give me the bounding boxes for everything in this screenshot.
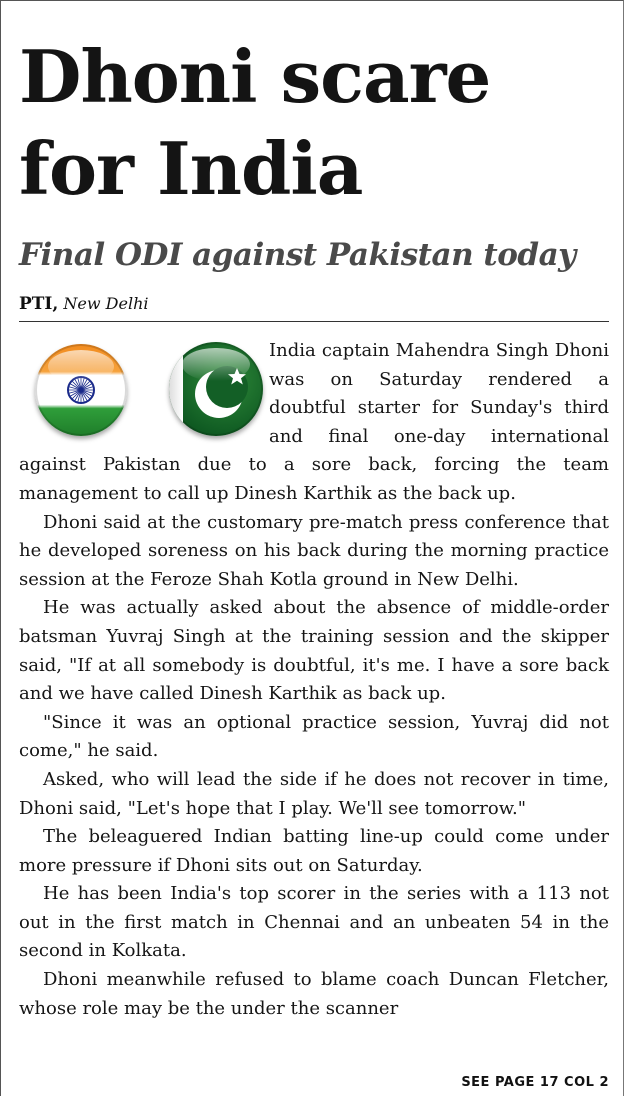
article-paragraph: The beleaguered Indian batting line-up could come under more pressure if Dhoni sits out on Saturday. <box>19 826 609 876</box>
article-paragraph: India captain Mahendra Singh Dhoni was on Saturday rendered a doubtful starter for Sunday's third and final one-day international against Pakistan due to a sore back, forcing the team management to call up Dinesh Karthik as the back up. <box>19 340 609 504</box>
headline-line-2: for India <box>19 126 363 211</box>
article-paragraph: Asked, who will lead the side if he does not recover in time, Dhoni said, "Let's hope that I play. We'll see tomorrow." <box>19 768 609 819</box>
article-paragraph: He has been India's top scorer in the series with a 113 not out in the first match in Chennai and an unbeaten 54 in the second in Kolkata. <box>19 883 609 962</box>
article-paragraph: "Since it was an optional practice session, Yuvraj did not come," he said. <box>19 711 609 762</box>
flag-image-area <box>19 337 269 449</box>
byline-place: New Delhi <box>63 294 149 313</box>
article-paragraph: He was actually asked about the absence of middle-order batsman Yuvraj Singh at the training session and the skipper said, "If at all somebody is doubtful, it's me. I have a sore back and we have called Dinesh Karthik as back up. <box>19 597 609 705</box>
headline-line-1: Dhoni scare <box>19 34 491 119</box>
article-body <box>19 337 609 1023</box>
byline-divider <box>19 321 609 322</box>
byline-agency: PTI, <box>19 294 59 314</box>
headline <box>19 31 619 215</box>
byline <box>19 293 149 315</box>
subheadline: Final ODI against Pakistan today <box>19 237 576 273</box>
article-paragraph: Dhoni meanwhile refused to blame coach Duncan Fletcher, whose role may be the under the scanner <box>19 969 609 1019</box>
article-paragraph: Dhoni said at the customary pre-match press conference that he developed soreness on his back during the morning practice session at the Feroze Shah Kotla ground in New Delhi. <box>19 511 609 590</box>
continued-on-page: SEE PAGE 17 COL 2 <box>461 1075 609 1090</box>
